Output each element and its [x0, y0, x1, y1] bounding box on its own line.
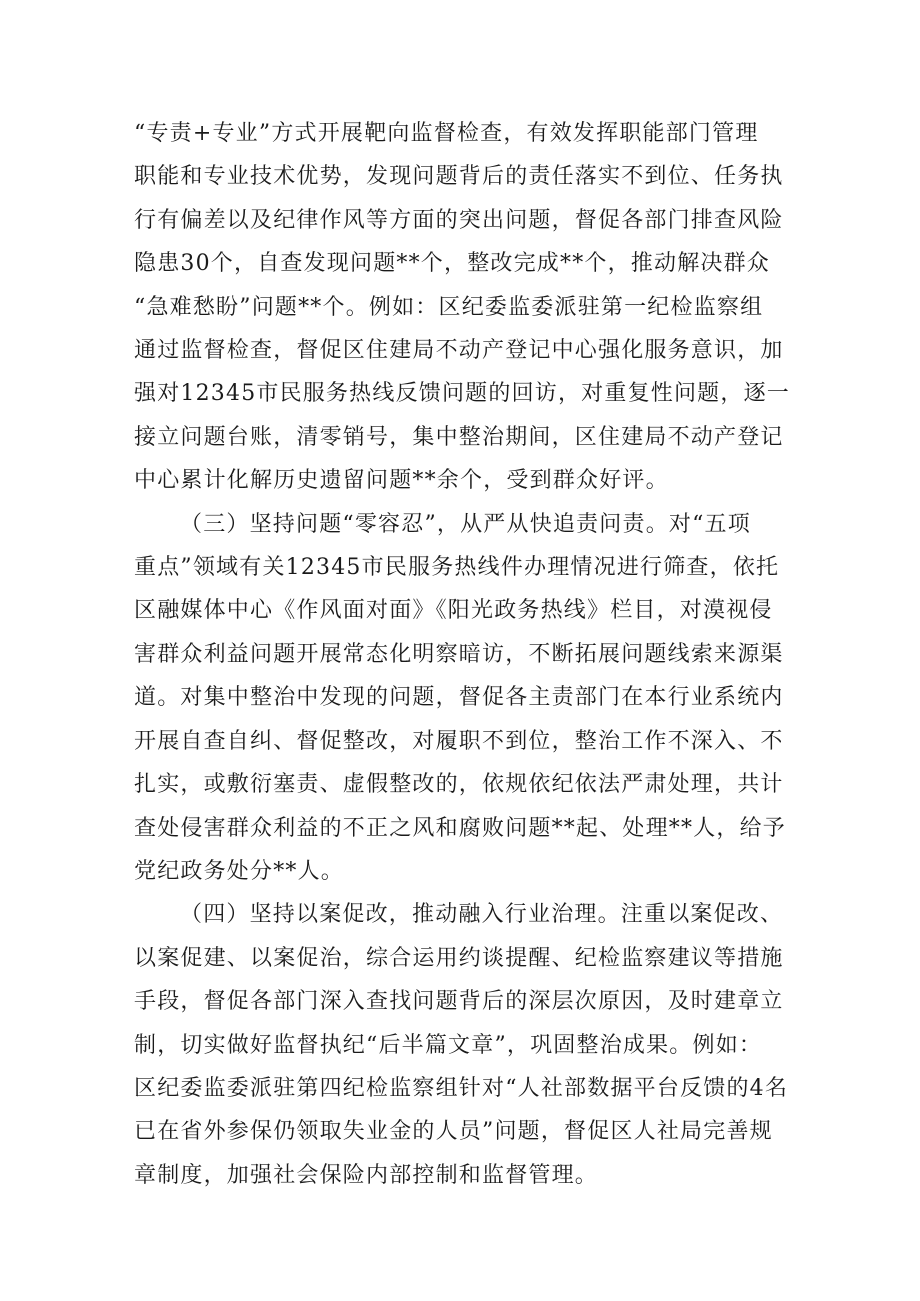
text-line: 害群众利益问题开展常态化明察暗访，不断拓展问题线索来源渠 [134, 641, 784, 667]
text-line: “专责+专业”方式开展靶向监督检查，有效发挥职能部门管理 [134, 121, 759, 146]
text-line: 通过监督检查，督促区住建局不动产登记中心强化服务意识，加 [134, 338, 784, 364]
text-line: 已在省外参保仍领取失业金的人员”问题，督促区人社局完善规 [134, 1119, 773, 1145]
text-line: 开展自查自纠、督促整改，对履职不到位，整治工作不深入、不 [134, 728, 784, 754]
paragraph-supervision-inspection [134, 112, 794, 503]
text-line: 隐患30个，自查发现问题**个，整改完成**个，推动解决群众 [134, 251, 770, 277]
text-line: 章制度，加强社会保险内部控制和监督管理。 [134, 1162, 599, 1188]
text-line: 以案促建、以案促治，综合运用约谈提醒、纪检监察建议等措施 [134, 945, 784, 971]
paragraph-section-three [134, 503, 794, 894]
paragraph-section-four [134, 893, 794, 1197]
text-line: 强对12345市民服务热线反馈问题的回访，对重复性问题，逐一 [134, 381, 790, 407]
text-line: 道。对集中整治中发现的问题，督促各主责部门在本行业系统内 [134, 685, 784, 711]
text-line: 区纪委监委派驻第四纪检监察组针对“人社部数据平台反馈的4名 [134, 1075, 789, 1101]
text-line: 职能和专业技术优势，发现问题背后的责任落实不到位、任务执 [134, 164, 784, 190]
text-line: 重点”领域有关12345市民服务热线件办理情况进行筛查，依托 [134, 555, 780, 581]
document-body [134, 112, 794, 1197]
text-line: 区融媒体中心《作风面对面》《阳光政务热线》栏目，对漠视侵 [134, 598, 773, 624]
text-line: 党纪政务处分**人。 [134, 858, 345, 884]
text-line-first: （四）坚持以案促改，推动融入行业治理。注重以案促改、 [180, 902, 784, 928]
text-line: 制，切实做好监督执纪“后半篇文章”，巩固整治成果。例如： [134, 1032, 763, 1058]
text-line: 手段，督促各部门深入查找问题背后的深层次原因，及时建章立 [134, 989, 784, 1015]
text-line: 查处侵害群众利益的不正之风和腐败问题**起、处理**人，给予 [134, 815, 787, 841]
text-line: 中心累计化解历史遗留问题**余个，受到群众好评。 [134, 468, 669, 494]
text-line: 行有偏差以及纪律作风等方面的突出问题，督促各部门排查风险 [134, 207, 784, 233]
text-line: 接立问题台账，清零销号，集中整治期间，区住建局不动产登记 [134, 424, 784, 450]
text-line: “急难愁盼”问题**个。例如：区纪委监委派驻第一纪检监察组 [134, 294, 764, 320]
text-line-first: （三）坚持问题“零容忍”，从严从快追责问责。对“五项 [180, 511, 751, 537]
text-line: 扎实，或敷衍塞责、虚假整改的，依规依纪依法严肃处理，共计 [134, 772, 784, 798]
